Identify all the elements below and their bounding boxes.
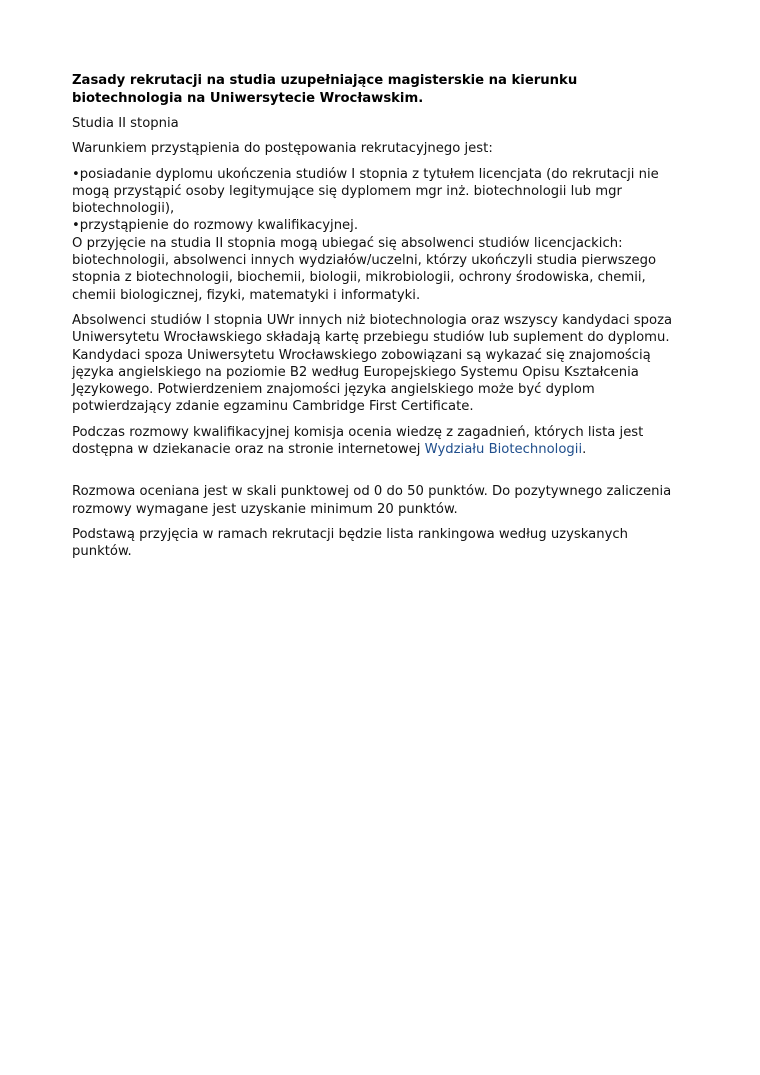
condition-diploma: •posiadanie dyplomu ukończenia studiów I stopnia z tytułem licencjata (do rekrutacji nie mogą przystąpić osoby legitymujące się dyplomem mgr inż. biotechnologii lub mgr biotechnologii), [72, 166, 659, 217]
paragraph-spacer [72, 466, 687, 483]
scoring-paragraph: Rozmowa oceniana jest w skali punktowej od 0 do 50 punktów. Do pozytywnego zaliczenia rozmowy wymagane jest uzyskanie minimum 20 punktów. [72, 484, 672, 517]
documents-paragraph: Absolwenci studiów I stopnia UWr innych niż biotechnologia oraz wszyscy kandydaci spoza Uniwersytetu Wrocławskiego składają kartę przebiegu studiów lub suplement do dyplomu. Kandydaci spoza Uniwersytetu Wrocławskiego zobowiązani są wykazać się znajomością języka angielskiego na poziomie B2 według Europejskiego Systemu Opisu Kształcenia Językowego. Potwierdzeniem znajomości języka angielskiego może być dyplom potwierdzający zdanie egzaminu Cambridge First Certificate. [72, 312, 673, 415]
document-subtitle: Studia II stopnia [72, 116, 179, 131]
interview-text: Podczas rozmowy kwalifikacyjnej komisja ocenia wiedzę z zagadnień, których lista jest dostępna w dziekanacie oraz na stronie internetowej [72, 424, 644, 458]
interview-paragraph [72, 424, 687, 459]
document-title: Zasady rekrutacji na studia uzupełniające magisterskie na kierunku biotechnologia na Uniwersytecie Wrocławskim. [72, 73, 578, 106]
interview-end: . [582, 442, 587, 458]
condition-interview: •przystąpienie do rozmowy kwalifikacyjnej. [72, 218, 359, 234]
document-page [72, 72, 687, 569]
conditions-intro: Warunkiem przystąpienia do postępowania rekrutacyjnego jest: [72, 141, 493, 157]
requirements-block [72, 166, 687, 304]
faculty-link[interactable]: Wydziału Biotechnologii [424, 442, 583, 458]
ranking-paragraph: Podstawą przyjęcia w ramach rekrutacji będzie lista rankingowa według uzyskanych punktów. [72, 526, 629, 560]
eligibility-text: O przyjęcie na studia II stopnia mogą ubiegać się absolwenci studiów licencjackich: biotechnologii, absolwenci innych wydziałów/uczelni, którzy ukończyli studia pierwszego stopnia z biotechnologii, biochemii, biologii, mikrobiologii, ochrony środowiska, chemii, chemii biologicznej, fizyki, matematyki i informatyki. [72, 235, 657, 303]
